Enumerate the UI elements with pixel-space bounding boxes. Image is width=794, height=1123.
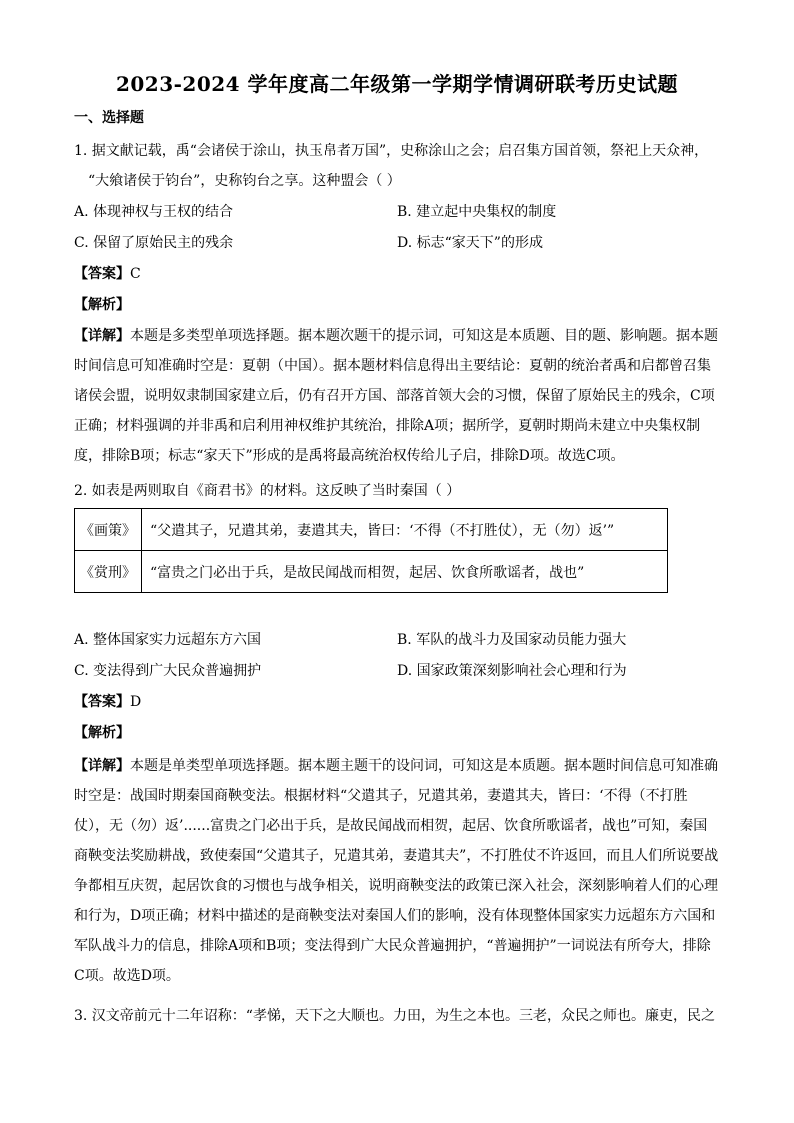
q1-option-b: B. 建立起中央集权的制度 bbox=[397, 204, 557, 220]
q2-option-b: B. 军队的战斗力及国家动员能力强大 bbox=[397, 632, 627, 648]
q1-stem-line-2: “大飨诸侯于钧台”，史称钧台之享。这种盟会（ ） bbox=[88, 173, 401, 189]
q2-answer bbox=[74, 692, 141, 712]
table-cell-quote: “父遣其子，兄遣其弟，妻遣其夫，皆曰：‘不得（不打胜仗），无（勿）返’” bbox=[142, 509, 668, 551]
table-row bbox=[75, 551, 668, 593]
q1-answer-label: 【答案】 bbox=[74, 266, 130, 282]
q2-answer-value: D bbox=[130, 694, 142, 710]
q1-answer-value: C bbox=[130, 266, 141, 282]
q1-detail-label: 【详解】 bbox=[74, 328, 130, 344]
q2-detail-text: 本题是单类型单项选择题。据本题主题干的设问词，可知这是本质题。据本题时间信息可知准确时空是：战国时期秦国商鞅变法。根据材料“父遣其子，兄遣其弟，妻遣其夫，皆曰：‘不得（不打胜仗），无（勿）返’......富贵之门必出于兵，是故民闻战而相贺，起居、饮食所歌谣者，战也”可知，秦国商鞅变法奖励耕战，致使秦国“父遣其子，兄遣其弟，妻遣其夫”，不打胜仗不许返回，而且人们所说要战争都相互庆贺，起居饮食的习惯也与战争相关，说明商鞅变法的政策已深入社会，深刻影响着人们的心理和行为，D项正确；材料中描述的是商鞅变法对秦国人们的影响，没有体现整体国家实力远超东方六国和军队战斗力的信息，排除A项和B项；变法得到广大民众普遍拥护，“普遍拥护”一词说法有所夸大，排除C项。故选D项。 bbox=[74, 758, 719, 984]
table-cell-source: 《赏刑》 bbox=[75, 551, 142, 593]
q1-detail bbox=[74, 321, 720, 471]
table-cell-quote: “富贵之门必出于兵，是故民闻战而相贺，起居、饮食所歌谣者，战也” bbox=[142, 551, 668, 593]
q3-stem: 3. 汉文帝前元十二年诏称：“孝悌，天下之大顺也。力田，为生之本也。三老，众民之师也。廉吏，民之 bbox=[74, 1008, 715, 1024]
q1-option-d: D. 标志“家天下”的形成 bbox=[397, 235, 543, 251]
page-title: 2023-2024 学年度高二年级第一学期学情调研联考历史试题 bbox=[115, 72, 679, 96]
q2-detail-label: 【详解】 bbox=[74, 758, 130, 774]
q2-stem: 2. 如表是两则取自《商君书》的材料。这反映了当时秦国（ ） bbox=[74, 483, 461, 499]
q1-stem-line-1: 1. 据文献记载，禹“会诸侯于涂山，执玉帛者万国”，史称涂山之会；启召集方国首领，祭祀上天众神， bbox=[74, 143, 709, 159]
section-heading: 一、选择题 bbox=[74, 110, 144, 126]
table-cell-source: 《画策》 bbox=[75, 509, 142, 551]
q2-source-table bbox=[74, 508, 668, 593]
q2-option-d: D. 国家政策深刻影响社会心理和行为 bbox=[397, 663, 627, 679]
q2-analysis-label: 【解析】 bbox=[74, 725, 130, 741]
q2-option-a: A. 整体国家实力远超东方六国 bbox=[74, 632, 262, 648]
q2-option-c: C. 变法得到广大民众普遍拥护 bbox=[74, 663, 262, 679]
table-row bbox=[75, 509, 668, 551]
q1-answer bbox=[74, 264, 141, 284]
q1-option-a: A. 体现神权与王权的结合 bbox=[74, 204, 234, 220]
q1-detail-text: 本题是多类型单项选择题。据本题次题干的提示词，可知这是本质题、目的题、影响题。据本题时间信息可知准确时空是：夏朝（中国）。据本题材料信息得出主要结论：夏朝的统治者禹和启都曾召集诸侯会盟，说明奴隶制国家建立后，仍有召开方国、部落首领大会的习惯，保留了原始民主的残余，C项正确；材料强调的并非禹和启利用神权维护其统治，排除A项；据所学，夏朝时期尚未建立中央集权制度，排除B项；标志“家天下”形成的是禹将最高统治权传给儿子启，排除D项。故选C项。 bbox=[74, 328, 718, 464]
q2-detail bbox=[74, 751, 720, 991]
q2-answer-label: 【答案】 bbox=[74, 694, 130, 710]
q1-option-c: C. 保留了原始民主的残余 bbox=[74, 235, 234, 251]
q1-analysis-label: 【解析】 bbox=[74, 297, 130, 313]
